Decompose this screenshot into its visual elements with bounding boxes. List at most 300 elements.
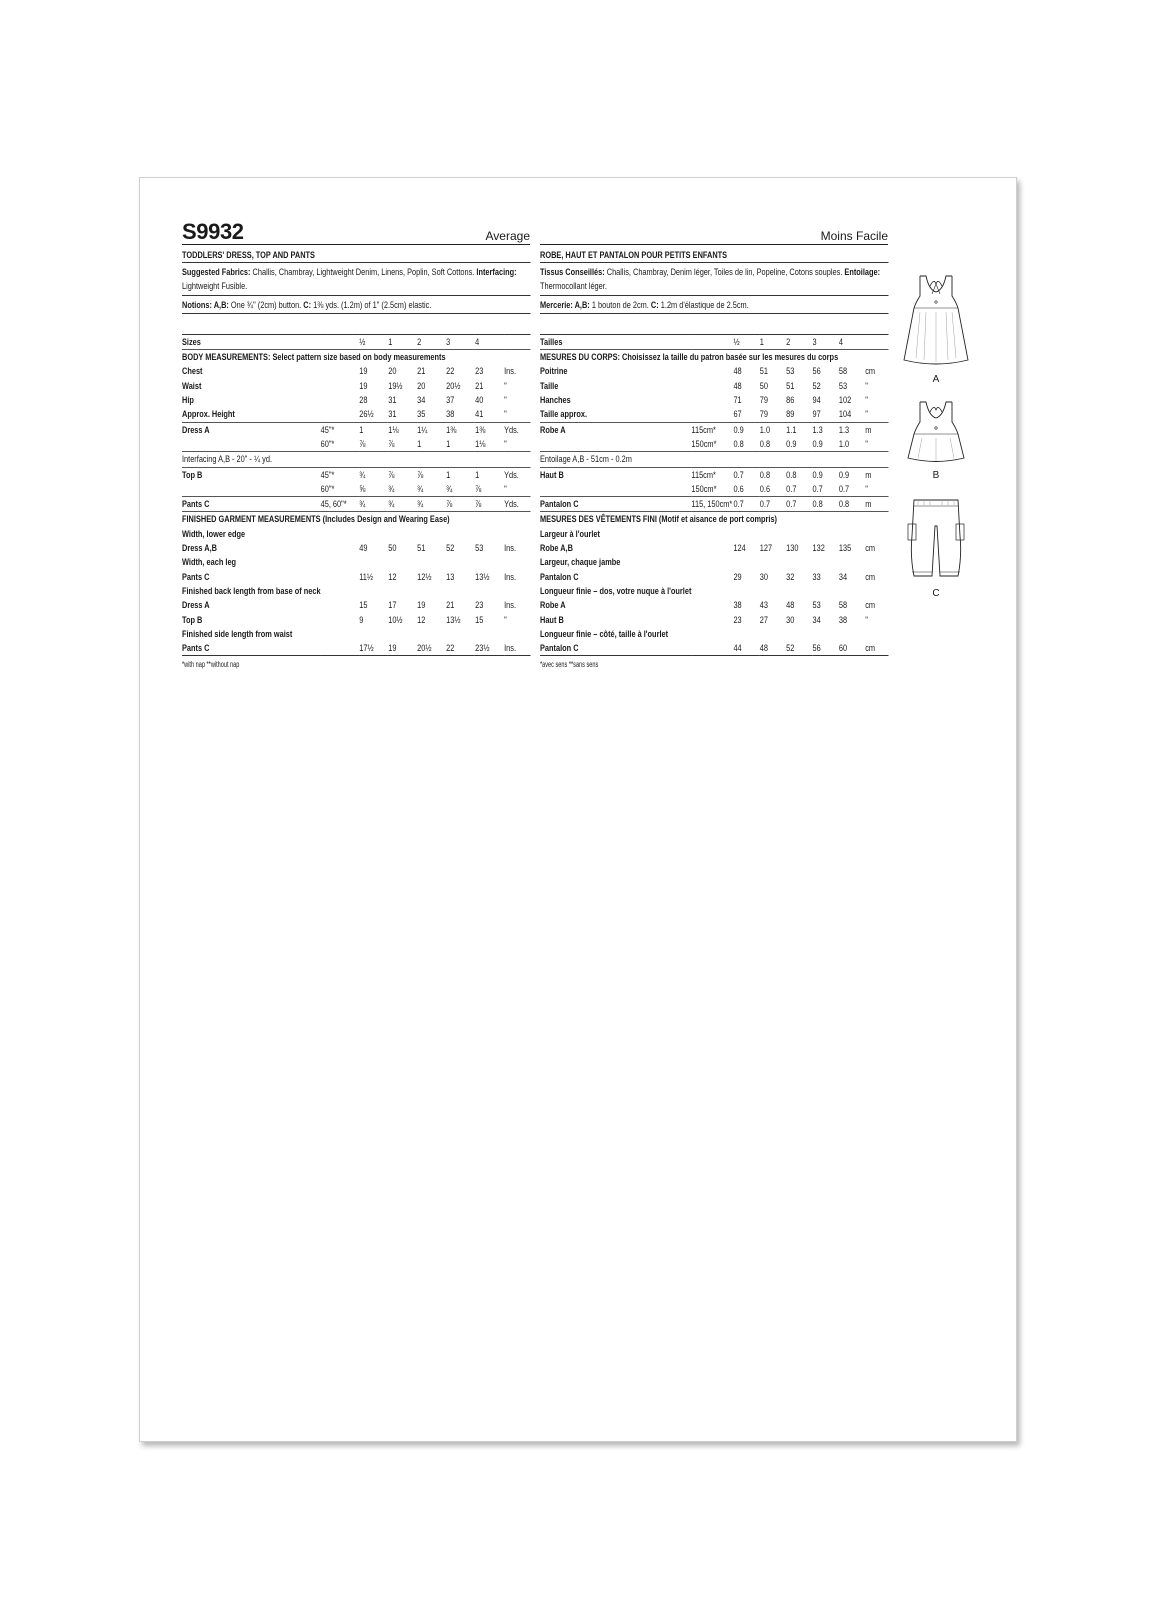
table-cell: Ins. [504, 641, 530, 656]
table-cell: Ins. [504, 366, 516, 377]
table-cell [691, 598, 733, 612]
table-cell: 23½ [475, 641, 504, 656]
table-cell: 15 [359, 600, 368, 611]
table-cell [733, 627, 759, 641]
row-label: Longueur finie – côté, taille à l'ourlet [540, 628, 669, 639]
row-label: Tailles [540, 334, 691, 349]
table-cell: 0.7 [733, 469, 744, 480]
row-label: Robe A [540, 424, 566, 435]
table-cell: 19 [359, 380, 368, 391]
table-cell: 58 [838, 366, 848, 377]
difficulty-level: Moins Facile [820, 229, 888, 243]
table-row [540, 393, 888, 407]
table-cell [359, 584, 388, 598]
table-cell [417, 584, 446, 598]
table-cell: 60 [839, 641, 865, 656]
table-cell [388, 527, 417, 541]
table-cell: 115, 150cm* [691, 497, 733, 512]
row-label: Top B [182, 614, 203, 625]
row-label: Width, lower edge [182, 528, 246, 539]
table-cell: " [865, 407, 888, 422]
row-label: Haut B [540, 614, 564, 625]
table-cell: 0.8 [759, 469, 771, 480]
table-cell: 79 [760, 407, 786, 422]
row-label: Pants C [182, 641, 321, 656]
table-row [540, 482, 888, 497]
row-label: Longueur finie – dos, votre nuque à l'ourlet [540, 585, 692, 596]
table-cell [504, 334, 530, 349]
table-cell [504, 627, 530, 641]
table-cell: 49 [359, 543, 368, 554]
row-label: Approx. Height [182, 407, 321, 422]
sizes-header-row [182, 334, 530, 349]
table-cell [865, 555, 888, 569]
table-cell [691, 570, 733, 584]
table-cell: ⅞ [388, 469, 395, 480]
table-cell: 67 [733, 407, 759, 422]
table-cell [733, 555, 759, 569]
view-a [896, 272, 976, 385]
table-cell [760, 584, 786, 598]
pattern-number: S9932 [182, 219, 244, 244]
table-cell [865, 627, 888, 641]
table-cell: 48 [760, 641, 786, 656]
table-cell: 45, 60"* [321, 497, 360, 512]
size-chart [182, 334, 530, 657]
table-row [182, 437, 530, 452]
table-cell [321, 541, 360, 555]
table-cell: " [504, 395, 507, 406]
table-cell [504, 555, 530, 569]
table-cell [691, 627, 733, 641]
body-measurements-heading: MESURES DU CORPS: Choisissez la taille du patron basée sur les mesures du corps [540, 352, 839, 363]
finished-measurements-heading: MESURES DES VÊTEMENTS FINI (Motif et aisance de port compris) [540, 514, 778, 525]
table-cell: " [504, 482, 530, 497]
row-label: Robe A [540, 600, 566, 611]
table-cell: 45"* [320, 424, 335, 435]
row-label: Taille [540, 380, 559, 391]
table-row [182, 497, 530, 512]
table-cell: 0.7 [733, 497, 759, 512]
table-cell: 1 [417, 437, 446, 452]
table-row [540, 570, 888, 584]
row-label [540, 437, 691, 452]
table-cell [321, 570, 360, 584]
table-cell: 1.0 [839, 437, 865, 452]
table-cell: 51 [759, 366, 769, 377]
table-cell: ¾ [417, 497, 446, 512]
table-cell: 0.8 [733, 437, 759, 452]
table-row [540, 467, 888, 482]
table-cell: m [865, 497, 888, 512]
table-cell: 52 [812, 380, 821, 391]
table-row [182, 541, 530, 555]
table-cell [417, 555, 446, 569]
table-cell: 22 [446, 641, 475, 656]
table-cell: " [865, 437, 888, 452]
table-cell: 0.9 [812, 469, 823, 480]
table-cell [446, 555, 475, 569]
table-cell [359, 555, 388, 569]
table-cell: 58 [838, 600, 848, 611]
table-cell [813, 555, 839, 569]
table-cell: 30 [786, 614, 795, 625]
table-cell: ⅞ [388, 437, 417, 452]
interfacing-row: Interfacing A,B - 20" - ¼ yd. [182, 452, 530, 467]
view-c [896, 496, 976, 599]
table-cell [691, 527, 733, 541]
table-cell: 0.7 [760, 497, 786, 512]
table-cell: " [865, 614, 868, 625]
table-cell: 51 [786, 380, 795, 391]
table-cell: 13 [446, 571, 455, 582]
table-cell: 1.1 [786, 424, 797, 435]
table-cell: 37 [446, 395, 455, 406]
table-cell: 0.9 [733, 424, 744, 435]
table-cell: 20 [417, 380, 426, 391]
table-cell: 127 [759, 543, 773, 554]
table-cell [691, 641, 733, 656]
table-cell: 97 [813, 407, 839, 422]
table-cell: 30 [759, 571, 769, 582]
table-cell [691, 407, 733, 422]
table-cell: 20 [388, 366, 397, 377]
table-cell: 60"* [321, 482, 360, 497]
row-label: Width, each leg [182, 557, 237, 568]
table-cell [691, 541, 733, 555]
table-cell: m [865, 424, 872, 435]
table-row [540, 613, 888, 627]
table-cell: ⅞ [475, 497, 504, 512]
table-cell: 43 [759, 600, 769, 611]
table-cell [475, 627, 504, 641]
table-cell: 23 [475, 366, 484, 377]
table-cell [786, 527, 812, 541]
table-cell: " [504, 407, 530, 422]
table-cell: 31 [388, 395, 397, 406]
view-label: C [932, 588, 940, 599]
table-cell: ⅝ [359, 482, 388, 497]
table-cell: 0.8 [813, 497, 839, 512]
table-cell: 2 [786, 334, 812, 349]
table-row [182, 570, 530, 584]
table-cell: 27 [759, 614, 769, 625]
table-cell: 89 [786, 407, 812, 422]
table-cell [813, 584, 839, 598]
table-cell [691, 379, 733, 393]
table-row [540, 584, 888, 598]
table-cell [839, 584, 865, 598]
table-cell [865, 527, 888, 541]
table-cell [691, 334, 733, 349]
pattern-title: TODDLERS' DRESS, TOP AND PANTS [182, 245, 530, 263]
table-cell [359, 627, 388, 641]
table-cell: 20½ [417, 641, 446, 656]
row-label: Chest [182, 366, 203, 377]
english-column [182, 219, 530, 673]
table-row [182, 422, 530, 437]
table-cell: 50 [759, 380, 769, 391]
table-cell: 48 [733, 366, 742, 377]
table-row [182, 627, 530, 641]
table-cell: " [504, 380, 507, 391]
table-cell [321, 627, 360, 641]
table-cell: cm [865, 543, 876, 554]
table-cell [786, 584, 812, 598]
table-cell: 1⅛ [475, 437, 504, 452]
english-header [182, 219, 530, 245]
table-cell: Ins. [504, 543, 516, 554]
table-cell [813, 527, 839, 541]
table-cell: 29 [733, 571, 742, 582]
table-cell: 15 [475, 614, 484, 625]
table-cell: 0.7 [786, 497, 812, 512]
table-row [540, 364, 888, 378]
row-label: Dress A,B [182, 543, 218, 554]
table-cell: 60"* [321, 437, 360, 452]
table-cell [733, 584, 759, 598]
table-cell: 38 [446, 407, 475, 422]
table-cell [321, 641, 360, 656]
french-header [540, 222, 888, 245]
table-cell: 38 [733, 600, 742, 611]
table-cell: 1 [388, 334, 417, 349]
table-cell: 1 [446, 469, 451, 480]
table-cell: 1.3 [812, 424, 823, 435]
table-cell: ¾ [388, 482, 417, 497]
table-cell: 0.9 [838, 469, 850, 480]
footnote: *avec sens **sans sens [540, 660, 599, 670]
table-cell: 0.6 [760, 482, 786, 497]
table-cell [733, 527, 759, 541]
pattern-back-sheet [139, 177, 1017, 1442]
size-chart [540, 334, 888, 657]
table-cell: 135 [838, 543, 852, 554]
table-cell: 34 [812, 614, 821, 625]
table-cell: 0.8 [760, 437, 786, 452]
table-cell [760, 555, 786, 569]
table-cell: 0.9 [813, 437, 839, 452]
table-cell: 1 [446, 437, 475, 452]
row-label: Hip [182, 395, 194, 406]
table-row [540, 641, 888, 656]
table-row [540, 437, 888, 452]
table-row [182, 527, 530, 541]
table-cell: " [865, 482, 888, 497]
table-cell [839, 555, 865, 569]
table-cell: " [865, 395, 868, 406]
table-cell: 104 [839, 407, 865, 422]
fabrics-block: Tissus Conseillés: Challis, Chambray, Denim léger, Toiles de lin, Popeline, Cotons souples. Entoilage: Thermocollant léger. [540, 263, 888, 296]
table-cell [417, 527, 446, 541]
table-cell: 115cm* [691, 469, 716, 480]
table-cell: ½ [359, 334, 388, 349]
table-cell: 130 [786, 543, 799, 554]
table-cell: 0.7 [786, 482, 812, 497]
table-cell: 34 [838, 571, 848, 582]
table-cell: 1⅜ [475, 424, 486, 435]
row-label: Pants C [182, 497, 321, 512]
table-cell [760, 627, 786, 641]
row-label: Haut B [540, 469, 564, 480]
table-cell: 56 [813, 641, 839, 656]
table-cell: Yds. [504, 424, 519, 435]
notions-block: Notions: A,B: One ¾" (2cm) button. C: 1⅜ yds. (1.2m) of 1" (2.5cm) elastic. [182, 296, 530, 314]
table-cell [446, 627, 475, 641]
table-cell [475, 555, 504, 569]
table-cell: 10½ [388, 614, 403, 625]
table-cell: 102 [838, 395, 852, 406]
row-label: Largeur, chaque jambe [540, 557, 621, 568]
table-row [540, 527, 888, 541]
table-cell: 13½ [475, 571, 490, 582]
table-row [182, 467, 530, 482]
table-cell: cm [865, 600, 876, 611]
table-cell [321, 364, 360, 378]
table-cell: 28 [359, 395, 368, 406]
table-cell: 12 [388, 571, 397, 582]
table-cell [475, 527, 504, 541]
row-label: Taille approx. [540, 407, 691, 422]
table-cell: 33 [812, 571, 821, 582]
table-cell: 0.8 [786, 469, 797, 480]
table-cell [786, 555, 812, 569]
row-label: Waist [182, 380, 202, 391]
table-cell [691, 393, 733, 407]
table-cell: 71 [733, 395, 742, 406]
table-cell [691, 364, 733, 378]
table-cell: 53 [838, 380, 848, 391]
table-row [182, 482, 530, 497]
table-cell [321, 407, 360, 422]
table-cell [388, 555, 417, 569]
table-cell: 56 [812, 366, 821, 377]
table-row [182, 364, 530, 378]
table-cell: Yds. [504, 469, 519, 480]
table-cell [760, 527, 786, 541]
table-cell: 1⅛ [388, 424, 399, 435]
table-cell: 53 [475, 543, 484, 554]
table-cell: 17 [388, 600, 397, 611]
row-label: Poitrine [540, 366, 568, 377]
table-row [182, 407, 530, 422]
body-measurements-heading: BODY MEASUREMENTS: Select pattern size based on body measurements [182, 352, 446, 363]
difficulty-level: Average [485, 229, 530, 243]
row-label: Hanches [540, 395, 571, 406]
table-cell [504, 527, 530, 541]
table-cell: 12 [417, 614, 426, 625]
table-cell [691, 584, 733, 598]
table-cell: cm [865, 366, 876, 377]
pattern-title: ROBE, HAUT ET PANTALON POUR PETITS ENFANTS [540, 245, 888, 263]
table-row [540, 541, 888, 555]
table-cell: 12½ [417, 571, 432, 582]
table-row [540, 422, 888, 437]
table-row [182, 641, 530, 656]
table-row [182, 598, 530, 612]
table-cell: 51 [417, 543, 426, 554]
top-b-icon [896, 398, 976, 468]
view-b [896, 398, 976, 481]
row-label: Sizes [182, 334, 321, 349]
table-cell: 1 [475, 469, 480, 480]
row-label: Dress A [182, 600, 210, 611]
table-cell: 0.7 [813, 482, 839, 497]
table-cell: 20½ [446, 380, 461, 391]
table-cell [786, 627, 812, 641]
table-cell: 52 [446, 543, 455, 554]
table-cell: 26½ [359, 407, 388, 422]
table-cell: 53 [812, 600, 821, 611]
table-cell: ½ [733, 334, 759, 349]
table-cell: 0.9 [786, 437, 812, 452]
interfacing-row: Entoilage A,B - 51cm - 0.2m [540, 452, 888, 467]
table-cell: 19½ [388, 380, 403, 391]
row-label: Top B [182, 469, 203, 480]
table-cell [359, 527, 388, 541]
table-cell: 150cm* [691, 482, 733, 497]
table-cell: 31 [388, 407, 417, 422]
table-cell: cm [865, 641, 888, 656]
table-cell: 0.6 [733, 482, 759, 497]
row-label: Pantalon C [540, 641, 691, 656]
table-cell: 38 [838, 614, 848, 625]
table-cell: 3 [446, 334, 475, 349]
finished-measurements-heading: FINISHED GARMENT MEASUREMENTS (Includes Design and Wearing Ease) [182, 514, 450, 525]
table-cell: 35 [417, 407, 446, 422]
table-cell: 94 [812, 395, 821, 406]
table-cell: ¾ [359, 469, 366, 480]
table-cell: 86 [786, 395, 795, 406]
row-label: Dress A [182, 424, 210, 435]
row-label: Pants C [182, 571, 210, 582]
table-cell [417, 627, 446, 641]
table-cell: 53 [786, 366, 795, 377]
sizes-header-row [540, 334, 888, 349]
table-cell: ¾ [446, 482, 475, 497]
table-cell: 4 [839, 334, 865, 349]
table-cell [388, 584, 417, 598]
table-cell [321, 555, 360, 569]
view-label: A [932, 374, 940, 385]
row-label: Largeur à l'ourlet [540, 528, 600, 539]
table-cell: 21 [417, 366, 426, 377]
table-cell [321, 334, 360, 349]
table-cell: Ins. [504, 600, 516, 611]
table-row [540, 627, 888, 641]
table-cell: ⅞ [417, 469, 424, 480]
table-cell: 50 [388, 543, 397, 554]
table-cell: 1 [760, 334, 786, 349]
table-cell [691, 613, 733, 627]
table-row [182, 613, 530, 627]
table-cell: 19 [388, 641, 417, 656]
table-cell: 19 [417, 600, 426, 611]
table-row [540, 379, 888, 393]
table-cell: 48 [786, 600, 795, 611]
table-cell: 124 [733, 543, 746, 554]
table-cell [813, 627, 839, 641]
table-row [540, 555, 888, 569]
row-label: Pantalon C [540, 497, 691, 512]
table-cell [321, 527, 360, 541]
view-label: B [932, 470, 940, 481]
table-cell: 0.8 [839, 497, 865, 512]
table-cell: 1⅜ [446, 424, 457, 435]
table-cell: ¾ [388, 497, 417, 512]
notions-block: Mercerie: A,B: 1 bouton de 2cm. C: 1.2m d'élastique de 2.5cm. [540, 296, 888, 314]
table-cell [865, 584, 888, 598]
